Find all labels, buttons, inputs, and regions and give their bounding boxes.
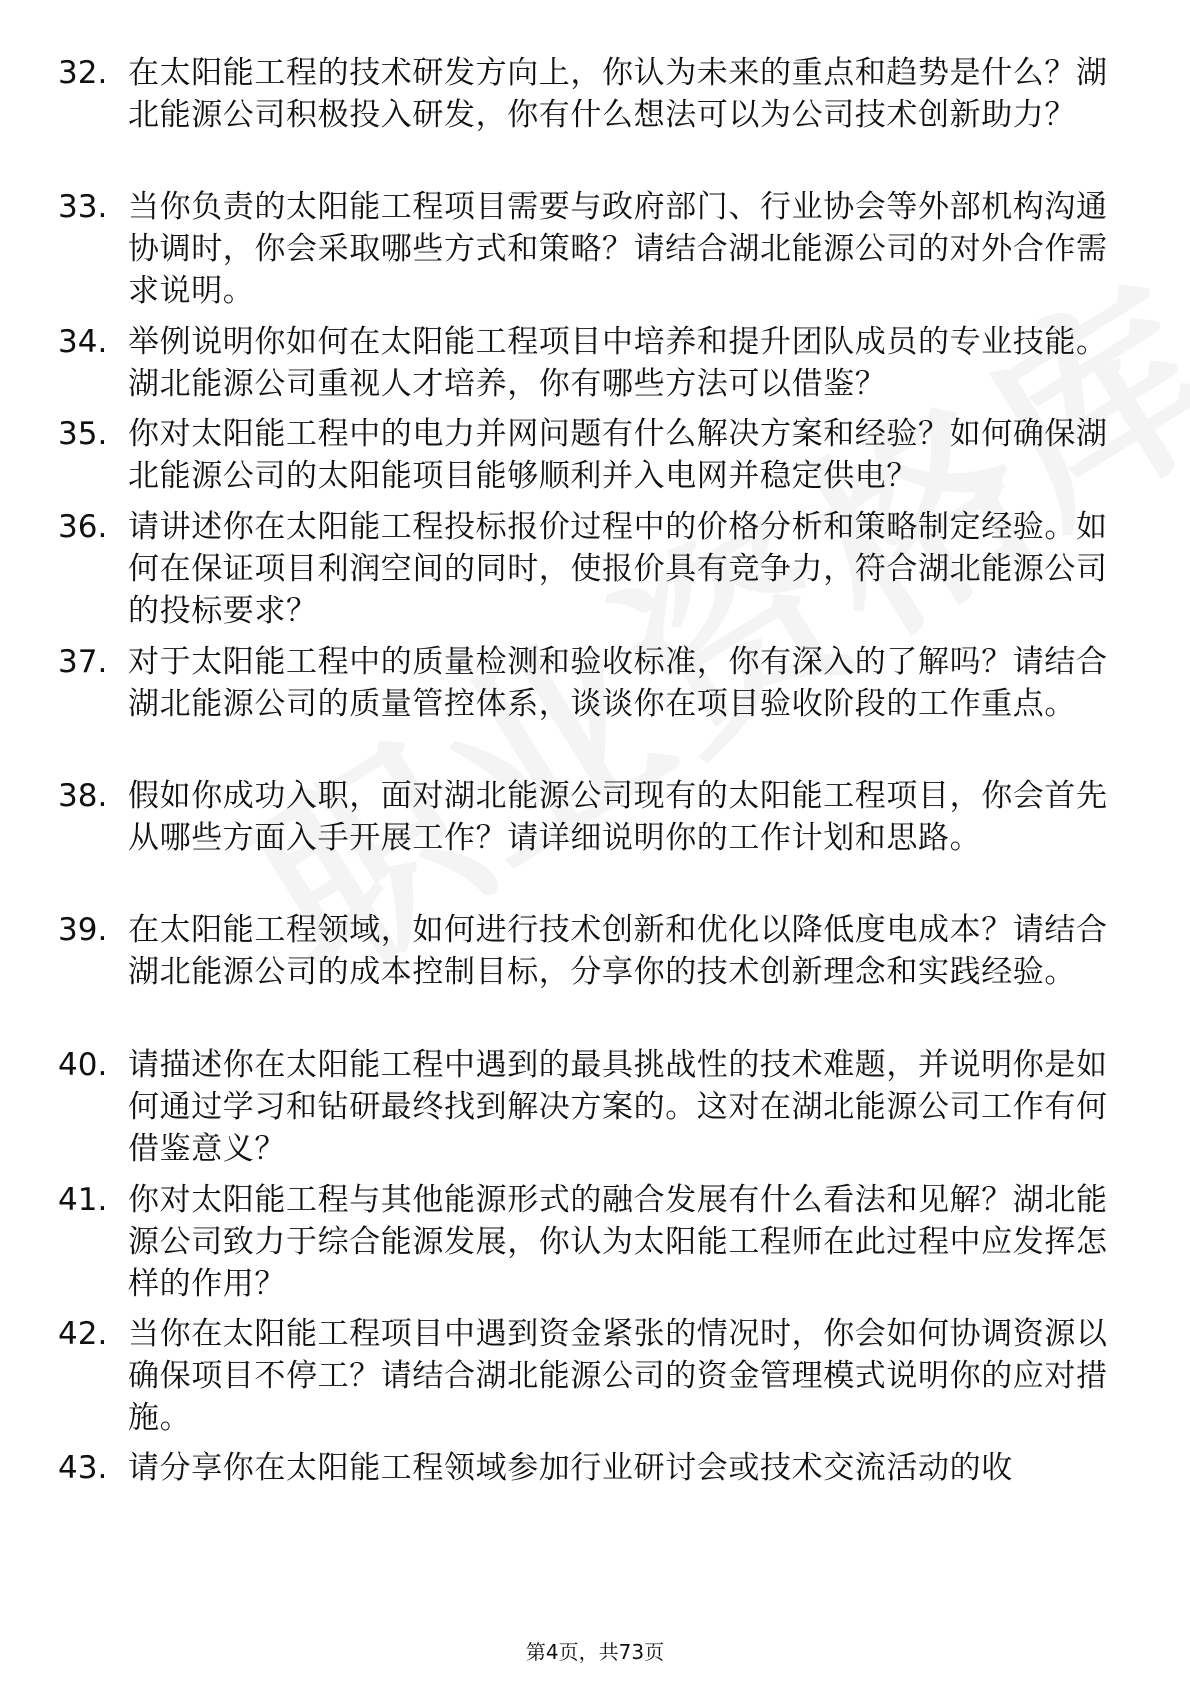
question-number: 43. xyxy=(58,1450,108,1486)
question-number: 36. xyxy=(58,509,108,545)
question-number: 32. xyxy=(58,55,108,91)
question-number: 42. xyxy=(58,1316,108,1352)
question-text: 在太阳能工程领域，如何进行技术创新和优化以降低度电成本？请结合湖北能源公司的成本控制目标，分享你的技术创新理念和实践经验。 xyxy=(128,912,1108,990)
question-number: 40. xyxy=(58,1047,108,1083)
question-text: 当你负责的太阳能工程项目需要与政府部门、行业协会等外部机构沟通协调时，你会采取哪些方式和策略？请结合湖北能源公司的对外合作需求说明。 xyxy=(128,189,1108,309)
question-text: 你对太阳能工程与其他能源形式的融合发展有什么看法和见解？湖北能源公司致力于综合能源发展，你认为太阳能工程师在此过程中应发挥怎样的作用？ xyxy=(128,1182,1108,1302)
question-number: 38. xyxy=(58,778,108,814)
question-number: 35. xyxy=(58,416,108,452)
question-number: 34. xyxy=(58,324,108,360)
question-number: 37. xyxy=(58,644,108,680)
question-number: 39. xyxy=(58,912,108,948)
question-text: 举例说明你如何在太阳能工程项目中培养和提升团队成员的专业技能。湖北能源公司重视人才培养，你有哪些方法可以借鉴？ xyxy=(128,324,1108,402)
question-text: 你对太阳能工程中的电力并网问题有什么解决方案和经验？如何确保湖北能源公司的太阳能项目能够顺利并入电网并稳定供电？ xyxy=(128,416,1108,494)
question-number: 33. xyxy=(58,189,108,225)
question-number: 41. xyxy=(58,1182,108,1218)
question-text: 假如你成功入职，面对湖北能源公司现有的太阳能工程项目，你会首先从哪些方面入手开展工作？请详细说明你的工作计划和思路。 xyxy=(128,778,1108,856)
question-text: 请描述你在太阳能工程中遇到的最具挑战性的技术难题，并说明你是如何通过学习和钻研最终找到解决方案的。这对在湖北能源公司工作有何借鉴意义？ xyxy=(128,1047,1108,1167)
page-footer: 第4页，共73页 xyxy=(525,1640,665,1664)
question-text: 请分享你在太阳能工程领域参加行业研讨会或技术交流活动的收 xyxy=(128,1450,1013,1486)
question-text: 对于太阳能工程中的质量检测和验收标准，你有深入的了解吗？请结合湖北能源公司的质量管控体系，谈谈你在项目验收阶段的工作重点。 xyxy=(128,644,1108,722)
question-text: 请讲述你在太阳能工程投标报价过程中的价格分析和策略制定经验。如何在保证项目利润空间的同时，使报价具有竞争力，符合湖北能源公司的投标要求？ xyxy=(128,509,1108,629)
question-text: 在太阳能工程的技术研发方向上，你认为未来的重点和趋势是什么？湖北能源公司积极投入研发，你有什么想法可以为公司技术创新助力？ xyxy=(128,55,1108,133)
question-text: 当你在太阳能工程项目中遇到资金紧张的情况时，你会如何协调资源以确保项目不停工？请结合湖北能源公司的资金管理模式说明你的应对措施。 xyxy=(128,1316,1108,1436)
